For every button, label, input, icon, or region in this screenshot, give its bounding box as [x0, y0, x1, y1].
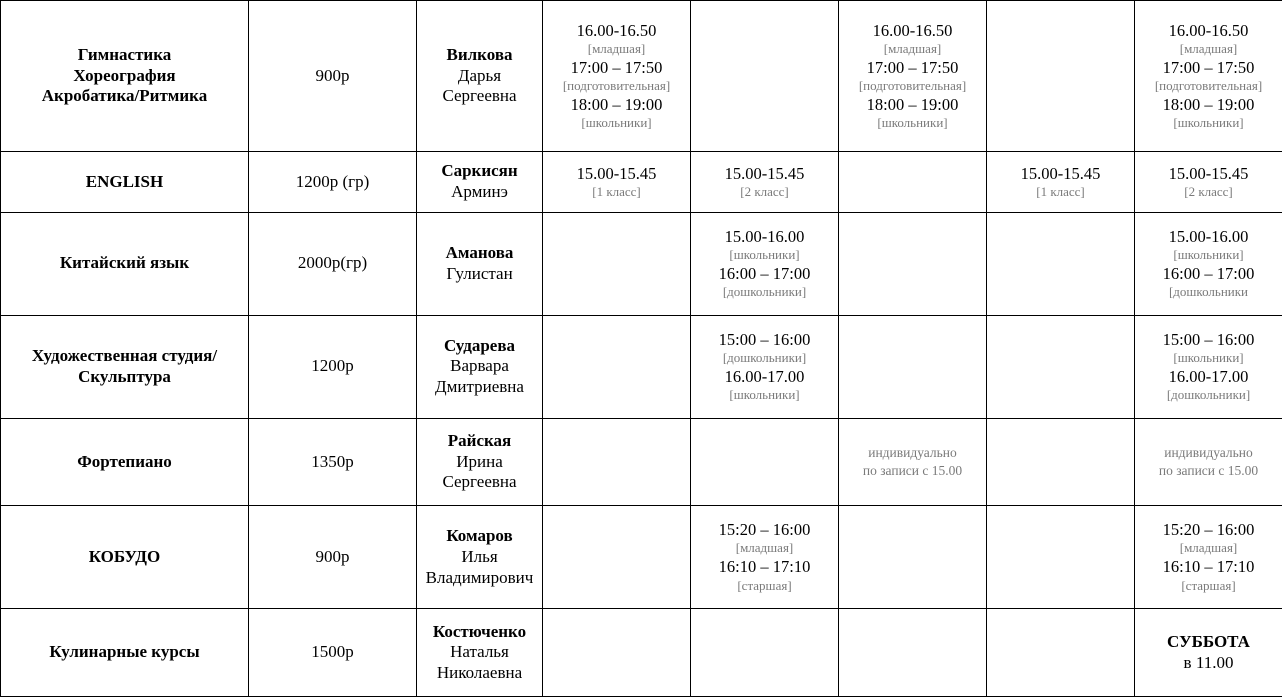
slot-group-label: [школьники]	[1173, 246, 1244, 262]
teacher-name-line: Варвара	[450, 356, 509, 376]
slot-group-label: [дошкольники]	[722, 349, 807, 365]
empty-slot	[990, 356, 1131, 377]
slot-time: 18:00 – 19:00	[1162, 94, 1255, 114]
slot-group-label: [школьники]	[1173, 349, 1244, 365]
table-row	[1, 315, 1282, 418]
empty-slot	[990, 642, 1131, 663]
slot-time: 16:00 – 17:00	[1162, 263, 1255, 283]
slot-note: по записи с 15.00	[862, 463, 963, 479]
schedule-slot-cell	[839, 506, 987, 609]
empty-slot	[546, 356, 687, 377]
teacher-cell	[417, 418, 543, 506]
teacher-cell	[417, 1, 543, 152]
table-row	[1, 609, 1282, 697]
schedule-slot-cell	[543, 418, 691, 506]
slot-group-label: [школьники]	[877, 114, 948, 130]
table-row	[1, 1, 1282, 152]
empty-slot	[990, 253, 1131, 274]
table-row	[1, 418, 1282, 506]
slot-time: 17:00 – 17:50	[866, 57, 959, 77]
table-row	[1, 212, 1282, 315]
slot-group-label: [младшая]	[1179, 40, 1238, 56]
table-row	[1, 506, 1282, 609]
table-row	[1, 152, 1282, 213]
course-name-line: ENGLISH	[85, 171, 164, 191]
course-name-line: Кулинарные курсы	[49, 642, 200, 662]
empty-slot	[842, 253, 983, 274]
slot-group-label: [дошкольники]	[1166, 386, 1251, 402]
course-name-line: КОБУДО	[88, 547, 161, 566]
slot-group-label: [дошкольники	[1168, 283, 1249, 299]
course-name-cell	[1, 506, 249, 609]
empty-slot	[694, 452, 835, 473]
empty-slot	[546, 452, 687, 473]
schedule-slot-cell	[1135, 506, 1282, 609]
slot-time: 15.00-15.45	[576, 163, 657, 183]
schedule-slot-cell	[1135, 1, 1282, 152]
slot-time: 15:00 – 16:00	[718, 329, 811, 349]
course-name-line: Скульптура	[78, 366, 171, 386]
schedule-slot-cell	[1135, 418, 1282, 506]
slot-time: 17:00 – 17:50	[1162, 57, 1255, 77]
course-name-cell	[1, 152, 249, 213]
schedule-slot-cell	[543, 506, 691, 609]
schedule-slot-cell	[987, 315, 1135, 418]
price-cell: 1500р	[249, 609, 417, 697]
schedule-slot-cell	[1135, 152, 1282, 213]
slot-time: 18:00 – 19:00	[866, 94, 959, 114]
price-cell: 1350р	[249, 418, 417, 506]
slot-time: 16.00-16.50	[1168, 20, 1249, 40]
price-cell: 900р	[249, 506, 417, 609]
empty-slot	[842, 172, 983, 193]
teacher-name-line: Наталья	[450, 642, 509, 662]
schedule-slot-cell	[987, 152, 1135, 213]
schedule-slot-cell	[1135, 212, 1282, 315]
teacher-name-line: Владимирович	[425, 567, 534, 587]
teacher-name-line: Сергеевна	[442, 472, 517, 492]
slot-time: 16:10 – 17:10	[718, 557, 811, 577]
slot-group-label: [младшая]	[1179, 540, 1238, 556]
teacher-name-line: Дарья	[457, 65, 502, 85]
slot-time: 16.00-17.00	[724, 366, 805, 386]
course-name-cell	[1, 1, 249, 152]
slot-time: 15.00-16.00	[1168, 226, 1249, 246]
slot-group-label: [школьники]	[729, 246, 800, 262]
course-name-cell	[1, 315, 249, 418]
teacher-name-line: Сергеевна	[442, 86, 517, 106]
slot-time: 16:10 – 17:10	[1162, 557, 1255, 577]
slot-group-label: [школьники]	[729, 386, 800, 402]
schedule-slot-cell	[1135, 609, 1282, 697]
teacher-cell	[417, 506, 543, 609]
slot-group-label: [школьники]	[581, 114, 652, 130]
slot-group-label: [подготовительная]	[1154, 77, 1263, 93]
slot-time: 15.00-15.45	[1168, 163, 1249, 183]
schedule-slot-cell	[987, 418, 1135, 506]
empty-slot	[546, 547, 687, 568]
slot-time: 16.00-16.50	[872, 20, 953, 40]
schedule-slot-cell	[1135, 315, 1282, 418]
schedule-slot-cell	[543, 152, 691, 213]
teacher-name-line: Дмитриевна	[435, 377, 524, 397]
course-name-cell	[1, 418, 249, 506]
schedule-slot-cell	[839, 212, 987, 315]
teacher-cell	[417, 152, 543, 213]
empty-slot	[842, 547, 983, 568]
slot-group-label: [младшая]	[587, 40, 646, 56]
teacher-surname: Костюченко	[432, 621, 527, 641]
price-cell: 1200р (гр)	[249, 152, 417, 213]
slot-time: 16:00 – 17:00	[718, 263, 811, 283]
slot-time: 17:00 – 17:50	[570, 57, 663, 77]
empty-slot	[990, 452, 1131, 473]
course-name-cell	[1, 212, 249, 315]
course-name-line: Акробатика/Ритмика	[41, 86, 208, 106]
schedule-slot-cell	[691, 152, 839, 213]
schedule-slot-cell	[543, 1, 691, 152]
schedule-slot-cell	[839, 1, 987, 152]
slot-group-label: [школьники]	[1173, 114, 1244, 130]
slot-note: индивидуально	[1164, 444, 1253, 460]
course-name-cell	[1, 609, 249, 697]
empty-slot	[990, 66, 1131, 87]
teacher-surname: Вилкова	[446, 45, 513, 65]
slot-group-label: [младшая]	[735, 540, 794, 556]
slot-group-label: [2 класс]	[1184, 183, 1233, 199]
schedule-slot-cell	[691, 506, 839, 609]
slot-group-label: [подготовительная]	[858, 77, 967, 93]
empty-slot	[546, 253, 687, 274]
course-name-line: Художественная студия/	[31, 346, 218, 366]
teacher-name-line: Ирина	[456, 451, 503, 471]
teacher-cell	[417, 212, 543, 315]
slot-group-label: [1 класс]	[1036, 183, 1085, 199]
empty-slot	[990, 547, 1131, 568]
teacher-name-line: Николаевна	[436, 663, 523, 683]
slot-time: 15.00-15.45	[1020, 163, 1101, 183]
teacher-surname: Райская	[447, 430, 512, 450]
teacher-name-line: Арминэ	[451, 182, 508, 202]
teacher-surname: Саркисян	[441, 161, 518, 181]
slot-time: 18:00 – 19:00	[570, 94, 663, 114]
teacher-surname: Аманова	[445, 243, 514, 263]
empty-slot	[694, 66, 835, 87]
empty-slot	[694, 642, 835, 663]
price-cell: 900р	[249, 1, 417, 152]
course-name-line: Хореография	[73, 65, 176, 85]
slot-time: 15:00 – 16:00	[1162, 329, 1255, 349]
schedule-slot-cell	[691, 418, 839, 506]
slot-time: 15:20 – 16:00	[1162, 520, 1255, 540]
empty-slot	[842, 356, 983, 377]
schedule-slot-cell	[839, 609, 987, 697]
slot-time: 16.00-16.50	[576, 20, 657, 40]
slot-time: 16.00-17.00	[1168, 366, 1249, 386]
schedule-slot-cell	[987, 212, 1135, 315]
course-name-line: Фортепиано	[77, 451, 172, 471]
schedule-slot-cell	[987, 609, 1135, 697]
slot-note: индивидуально	[868, 444, 957, 460]
course-name-line: Китайский язык	[59, 253, 190, 273]
slot-group-label: [1 класс]	[592, 183, 641, 199]
slot-group-label: [старшая]	[737, 577, 792, 593]
slot-time: 15.00-16.00	[724, 226, 805, 246]
slot-group-label: [подготовительная]	[562, 77, 671, 93]
schedule-slot-cell	[543, 315, 691, 418]
schedule-slot-cell	[691, 315, 839, 418]
schedule-slot-cell	[543, 212, 691, 315]
schedule-slot-cell	[987, 506, 1135, 609]
slot-time: 15.00-15.45	[724, 163, 805, 183]
course-name-line: Гимнастика	[77, 45, 172, 65]
empty-slot	[842, 642, 983, 663]
schedule-slot-cell	[691, 212, 839, 315]
slot-group-label: [дошкольники]	[722, 283, 807, 299]
teacher-surname: Сударева	[443, 335, 516, 355]
teacher-cell	[417, 315, 543, 418]
schedule-slot-cell	[839, 152, 987, 213]
teacher-cell	[417, 609, 543, 697]
teacher-name-line: Илья	[461, 547, 498, 566]
schedule-slot-cell	[691, 609, 839, 697]
schedule-slot-cell	[691, 1, 839, 152]
slot-group-label: [старшая]	[1181, 577, 1236, 593]
schedule-slot-cell	[839, 418, 987, 506]
price-cell: 2000р(гр)	[249, 212, 417, 315]
price-cell: 1200р	[249, 315, 417, 418]
teacher-surname: Комаров	[446, 526, 513, 546]
schedule-body	[1, 1, 1282, 697]
empty-slot	[546, 642, 687, 663]
slot-group-label: [2 класс]	[740, 183, 789, 199]
teacher-name-line: Гулистан	[446, 263, 513, 283]
slot-note: по записи с 15.00	[1158, 463, 1259, 479]
schedule-slot-cell	[543, 609, 691, 697]
slot-highlight-day: СУББОТА	[1167, 631, 1250, 651]
slot-time: 15:20 – 16:00	[718, 520, 811, 540]
slot-group-label: [младшая]	[883, 40, 942, 56]
slot-highlight-time: в 11.00	[1183, 652, 1234, 672]
schedule-slot-cell	[987, 1, 1135, 152]
schedule-slot-cell	[839, 315, 987, 418]
